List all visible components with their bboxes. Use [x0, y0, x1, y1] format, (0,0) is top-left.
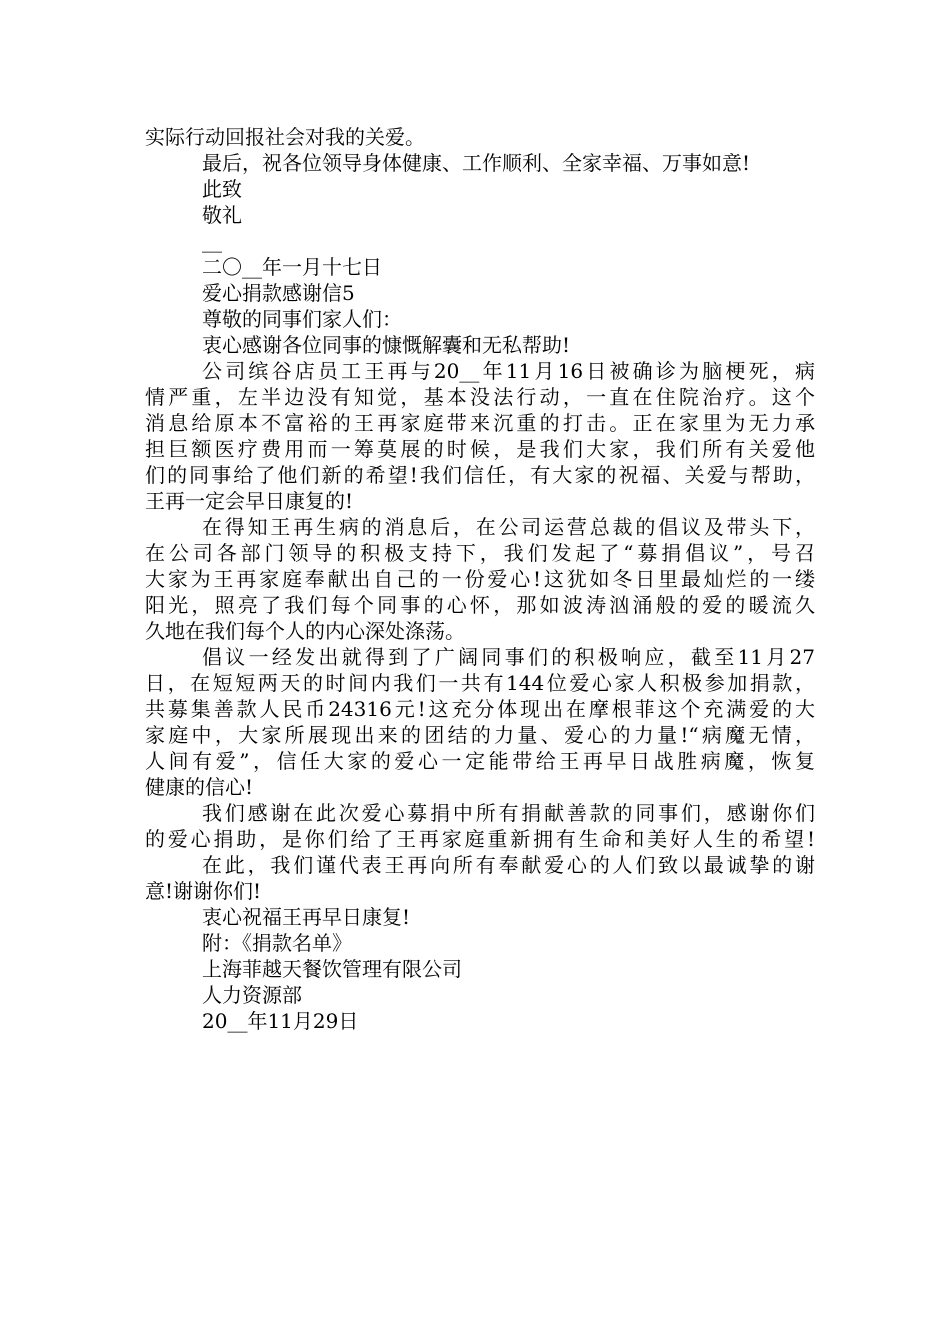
- text-line: 王再一定会早日康复的!: [145, 489, 354, 513]
- text-line: 家庭中，大家所展现出来的团结的力量、爱心的力量!“病魔无情，: [145, 723, 815, 747]
- text-line: 们的同事给了他们新的希望!我们信任，有大家的祝福、关爱与帮助，: [145, 463, 815, 487]
- text-line: 日，在短短两天的时间内我们一共有144位爱心家人积极参加捐款，: [145, 671, 815, 695]
- text-line: 情严重，左半边没有知觉，基本没法行动，一直在住院治疗。这个: [145, 385, 815, 409]
- text-line: 在得知王再生病的消息后，在公司运营总裁的倡议及带头下，: [202, 515, 815, 539]
- text-line: 衷心感谢各位同事的慷慨解囊和无私帮助!: [202, 333, 571, 357]
- text-line: 附：《捐款名单》: [202, 931, 352, 955]
- text-line: 实际行动回报社会对我的关爱。: [145, 125, 425, 149]
- text-line: 倡议一经发出就得到了广阔同事们的积极响应，截至11月27: [202, 645, 815, 669]
- text-line: 人力资源部: [202, 983, 302, 1007]
- text-line: 意!谢谢你们!: [145, 879, 262, 903]
- document-body: [145, 124, 815, 1034]
- text-line: 公司缤谷店员工王再与20__年11月16日被确诊为脑梗死，病: [202, 359, 815, 383]
- text-line: 二〇__年一月十七日: [202, 255, 382, 279]
- text-line: 阳光，照亮了我们每个同事的心怀，那如波涛汹涌般的爱的暖流久: [145, 593, 815, 617]
- text-line: 的爱心捐助，是你们给了王再家庭重新拥有生命和美好人生的希望!: [145, 827, 815, 851]
- text-line: 尊敬的同事们家人们：: [202, 307, 402, 331]
- text-line: 大家为王再家庭奉献出自己的一份爱心!这犹如冬日里最灿烂的一缕: [145, 567, 815, 591]
- text-line: 在公司各部门领导的积极支持下，我们发起了“募捐倡议”，号召: [145, 541, 815, 565]
- text-line: 20__年11月29日: [202, 1009, 359, 1033]
- text-line: __: [202, 229, 222, 253]
- text-line: 担巨额医疗费用而一筹莫展的时候，是我们大家，我们所有关爱他: [145, 437, 815, 461]
- text-line: 最后，祝各位领导身体健康、工作顺利、全家幸福、万事如意!: [202, 151, 751, 175]
- text-line: 在此，我们谨代表王再向所有奉献爱心的人们致以最诚挚的谢: [202, 853, 815, 877]
- text-line: 衷心祝福王再早日康复!: [202, 905, 411, 929]
- text-line: 人间有爱”，信任大家的爱心一定能带给王再早日战胜病魔，恢复: [145, 749, 815, 773]
- text-line: 我们感谢在此次爱心募捐中所有捐献善款的同事们，感谢你们: [202, 801, 815, 825]
- text-line: 久地在我们每个人的内心深处涤荡。: [145, 619, 465, 643]
- text-line: 健康的信心!: [145, 775, 254, 799]
- text-line: 消息给原本不富裕的王再家庭带来沉重的打击。正在家里为无力承: [145, 411, 815, 435]
- text-line: 此致: [202, 177, 242, 201]
- text-line: 爱心捐款感谢信5: [202, 281, 355, 305]
- text-line: 上海菲越天餐饮管理有限公司: [202, 957, 462, 981]
- text-line: 共募集善款人民币24316元!这充分体现出在摩根菲这个充满爱的大: [145, 697, 815, 721]
- text-line: 敬礼: [202, 203, 242, 227]
